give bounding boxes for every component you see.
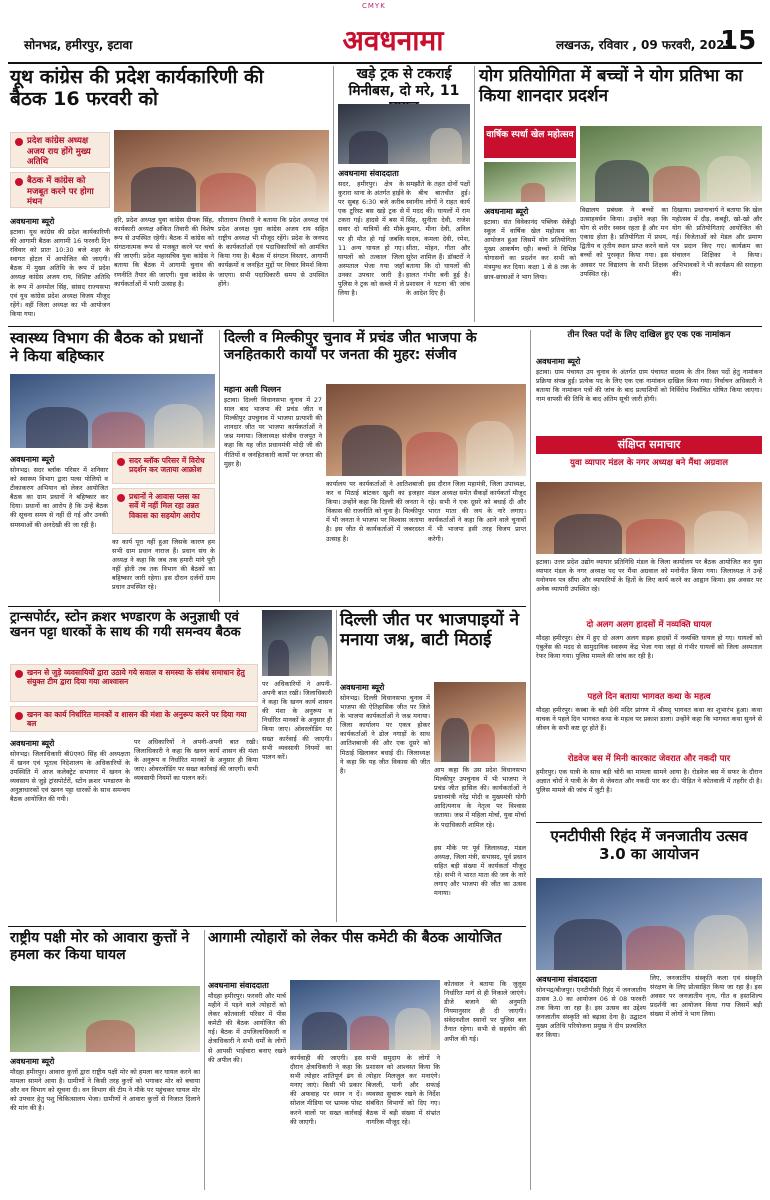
article-photo-peace-committee <box>290 980 440 1050</box>
byline: महाना अली पिल्लन <box>224 385 281 394</box>
edition-location: सोनभद्र, हमीरपुर, इटावा <box>24 38 133 52</box>
article-body: का कार्य पूरा नहीं हुआ जिसके कारण हम सभी ग्राम प्रधान नाराज हैं। प्रधान संघ के अध्यक्ष ने कहा कि जब तक हमारी मांगे पूरी नहीं होती तब तक विभाग की बैठकों का बहिष्कार जारी रहेगा। इस दौरान दर्जनों ग्राम प्रधान उपस्थित रहे। <box>112 538 215 592</box>
article-body: आप कहा कि उस प्रदेश विधानसभा मिल्कीपुर उपचुनाव में भी भाजपा ने प्रचंड जीत हासिल की। कार्यकर्ताओं ने प्रधानमंत्री नरेंद्र मोदी व मुख्यमंत्री योगी आदित्यनाथ के नेतृत्व पर विश्वास जताया। जश्न में महिला मोर्चा, युवा मोर्चा के पदाधिकारी शामिल रहे। <box>434 766 526 829</box>
masthead-rule <box>8 62 762 64</box>
article-headline-bjp-celebration: दिल्ली जीत पर भाजपाइयों ने मनाया जश्न, बाटी मिठाई <box>340 610 520 651</box>
column-rule <box>474 66 475 322</box>
article-headline-transporter-meeting: ट्रान्सपोर्टर, स्टोन क्रशर भण्डारण के अनुज्ञाधी एवं खनन पट्टा धारकों के साथ की गयी समन्वय बैठक <box>10 610 241 641</box>
article-photo-yoga <box>580 126 762 202</box>
article-body: विद्यालय प्रबंधक ने बच्चों का उत्साहवर्धन किया। उन्होंने कहा कि योग से शरीर स्वस्थ रहता है और मन एकाग्र होता है। प्रतियोगिता में प्रथम, द्वितीय व तृतीय स्थान प्राप्त करने वाले बच्चों को पुरस्कृत किया गया। इस अवसर पर विद्यालय के सभी शिक्षक उपस्थित रहे। <box>580 206 668 278</box>
byline: अवधनामा संवाददाता <box>208 981 269 990</box>
article-body: पर अधिकारियों ने अपनी-अपनी बात रखी। जिलाधिकारी ने कहा कि खनन कार्य शासन की मंशा के अनुरूप व निर्धारित मानकों के अनुसार ही किया जाए। ओवरलोडिंग पर सख्त कार्रवाई की जाएगी। सभी व्यवसायी नियमों का पालन करें। <box>262 680 332 761</box>
article-body: इटावा। ग्राम पंचायत उप चुनाव के अंतर्गत ग्राम पंचायत सदस्य के तीन रिक्त पदों हेतु नामांकन प्रक्रिया संपन्न हुई। प्रत्येक पद के लिए एक एक नामांकन दाखिल किया गया। निर्वाचन अधिकारी ने बताया कि नामांकन पत्रों की जांच के बाद प्रत्याशियों को निर्विरोध निर्वाचित घोषित किया जाएगा। नाम वापसी की तिथि के बाद अंतिम सूची जारी होगी। <box>536 368 762 404</box>
newspaper-logo: अवधनामा <box>342 24 444 57</box>
article-headline-youth-congress: यूथ कांग्रेस की प्रदेश कार्यकारिणी की बैठक 16 फरवरी को <box>10 66 264 111</box>
edition-date: लखनऊ, रविवार , 09 फरवरी, 2025 <box>556 38 733 52</box>
side-headline-nominations: तीन रिक्त पदों के लिए दाखिल हुए एक एक नामांकन <box>567 330 731 340</box>
article-body: इटावा। यूथ कांग्रेस की प्रदेश कार्यकारिणी की आगामी बैठक आगामी 16 फरवरी दिन रविवार को प्रातः 10:30 बजे शहर के स्वागत होटल में आयोजित की जाएगी। बैठक में मुख्य अतिथि के रूप में प्रदेश अध्यक्ष कांग्रेस अजय राय, विशिष्ट अतिथि के रूप में अनमोल सिंह, सांसद राज्यसभा एवं यूथ कांग्रेस प्रदेश अध्यक्ष विजय मौजूद रहेंगे। वहीं जिला अध्यक्ष का भी आयोजन किया गया। <box>10 228 110 318</box>
article-body: हमीरपुर। एक यात्री के साथ बड़ी चोरी का मामला सामने आया है। रोडवेज बस में सफर के दौरान अज्ञात चोरों ने यात्री के बैग से जेवरात और नकदी पार कर दी। पीड़ित ने कोतवाली में तहरीर दी है। पुलिस मामले की जांच में जुटी है। <box>536 768 762 795</box>
column-rule <box>204 930 205 1190</box>
article-body: पर अधिकारियों ने अपनी-अपनी बात रखी। जिलाधिकारी ने कहा कि खनन कार्य शासन की मंशा के अनुरूप व निर्धारित मानकों के अनुसार ही किया जाए। ओवरलोडिंग पर सख्त कार्रवाई की जाएगी। सभी व्यवसायी नियमों का पालन करें। <box>134 738 258 783</box>
article-body: मौदहा हमीरपुर। फरवरी और मार्च महीने में पड़ने वाले त्योहारों को लेकर कोतवाली परिसर में पीस कमेटी की बैठक आयोजित की गई। बैठक में उपजिलाधिकारी व क्षेत्राधिकारी ने सभी धर्मों के लोगों से आपसी भाईचारा बनाए रखने की अपील की। <box>208 992 286 1064</box>
article-body: सभी समुदाय के लोगों ने प्रशासन को आश्वस्त किया कि त्योहार मिलजुल कर मनाएंगे। बिजली, पानी और सफाई व्यवस्था सुचारू रखने के निर्देश संबंधित विभागों को दिए गए। बैठक में बड़ी संख्या में संभ्रांत नागरिक मौजूद रहे। <box>366 1054 440 1126</box>
article-headline-peace-committee: आगामी त्योहारों को लेकर पीस कमेटी की बैठक आयोजित <box>208 930 502 946</box>
article-body: सोनभद्र। सदर ब्लॉक परिसर में शनिवार को स्वास्थ्य विभाग द्वारा पल्स पोलियो व टीकाकरण अभियान को लेकर आयोजित बैठक का ग्राम प्रधानों ने बहिष्कार कर दिया। प्रधानों का आरोप है कि उन्हें बैठक की सूचना समय से नहीं दी गई और उनकी समस्याओं की अनदेखी की जा रही है। <box>10 466 108 529</box>
article-body: दिखाया। प्रधानाचार्य ने बताया कि खेल महोत्सव में दौड़, कबड्डी, खो-खो और योग की प्रतियोगिताएं आयोजित की गई। विजेताओं को मेडल और प्रमाण पत्र प्रदान किए गए। कार्यक्रम का संचालन शिक्षिका ने किया। अभिभावकों ने भी कार्यक्रम की सराहना की। <box>672 206 762 278</box>
article-body: सोनभद्र। दिल्ली विधानसभा चुनाव में भाजपा की ऐतिहासिक जीत पर जिले के भाजपा कार्यकर्ताओं ने जश्न मनाया। जिला कार्यालय पर एकत्र होकर कार्यकर्ताओं ने ढोल नगाड़ों के साथ आतिशबाजी की और एक दूसरे को मिठाई खिलाकर बधाई दी। जिलाध्यक्ष ने कहा कि यह जीत विकास की जीत है। <box>340 694 430 775</box>
byline: अवधनामा ब्यूरो <box>536 357 581 366</box>
byline: अवधनामा ब्यूरो <box>340 683 385 692</box>
side-headline-bus-theft: रोडवेज बस में मिनी कारकाट जेवरात और नकदी पार <box>567 754 731 764</box>
cmyk-marker: CMYK <box>362 2 386 10</box>
side-headline-ntpc-tribal-festival: एनटीपीसी रिहंद में जनजातीय उत्सव 3.0 का आयोजन <box>550 827 748 863</box>
byline: अवधनामा ब्यूरो <box>10 217 55 226</box>
article-photo-sweets-distribution <box>434 682 526 762</box>
byline: अवधनामा ब्यूरो <box>484 207 529 216</box>
article-body: इस मौके पर पूर्व जिलाध्यक्ष, मंडल अध्यक्ष, जिला मंत्री, सभासद, पूर्व प्रधान सहित बड़ी संख्या में कार्यकर्ता मौजूद रहे। सभी ने भारत माता की जय के नारे लगाए और भाजपा की जीत का उत्सव मनाया। <box>434 844 526 898</box>
article-body: मौदहा हमीरपुर। क्षेत्र में हुए दो अलग अलग सड़क हादसों में नव्यक्ति घायल हो गए। घायलों को एंबुलेंस की मदद से सामुदायिक स्वास्थ्य केंद्र भेजा गया जहां से गंभीर घायलों को जिला अस्पताल रेफर किया गया। पुलिस मामले की जांच कर रही है। <box>536 634 762 661</box>
highlight-bullet: बैठक में कांग्रेस को मजबूत करने पर होगा मंथन <box>10 172 110 208</box>
article-body: लिए, जनजातीय संस्कृति कला एवं संस्कृति संरक्षण के लिए प्रोत्साहित किया जा रहा है। इस अवसर पर जनजातीय नृत्य, गीत व हस्तशिल्प प्रदर्शनी का आयोजन किया गया जिसमें बड़ी संख्या में लोगों ने भाग लिया। <box>650 974 762 1019</box>
column-rule <box>336 610 337 922</box>
byline: अवधनामा ब्यूरो <box>10 1057 55 1066</box>
article-photo-accident <box>338 104 470 164</box>
brief-news-box-title: संक्षिप्त समाचार <box>536 436 762 454</box>
side-headline-accidents: दो अलग अलग हादसों में नव्यक्ति घायल <box>586 620 712 630</box>
article-body: कोतवाल ने बताया कि जुलूस निर्धारित मार्ग से ही निकाले जाएंगे। डीजे बजाने की अनुमति नियमानुसार ही दी जाएगी। संवेदनशील स्थानों पर पुलिस बल तैनात रहेगा। सभी से सहयोग की अपील की गई। <box>444 980 526 1043</box>
article-body: मौदहा हमीरपुर। आवारा कुत्तों द्वारा राष्ट्रीय पक्षी मोर को हमला कर घायल करने का मामला सामने आया है। ग्रामीणों ने किसी तरह कुत्तों को भगाकर मोर को बचाया और वन विभाग को सूचना दी। वन विभाग की टीम ने मौके पर पहुंचकर घायल मोर को उपचार हेतु पशु चिकित्सालय भेजा। ग्रामीणों ने आवारा कुत्तों से निजात दिलाने की मांग की है। <box>10 1068 200 1113</box>
article-body: इटावा। दिल्ली विधानसभा चुनाव में 27 साल बाद भाजपा की प्रचंड जीत व मिल्कीपुर उपचुनाव में भाजपा प्रत्याशी की शानदार जीत पर भाजपा कार्यकर्ताओं ने जश्न मनाया। जिलाध्यक्ष संजीव राजपूत ने कहा कि यह जीत प्रधानमंत्री मोदी जी की नीतियों व जनहितकारी कार्यों पर जनता की मुहर है। <box>224 396 322 468</box>
article-photo-pradhans <box>10 374 215 448</box>
highlight-bullet: प्रदेश कांग्रेस अध्यक्ष अजय राय होंगे मुख्य अतिथि <box>10 132 110 168</box>
article-photo-yoga-children <box>484 162 576 202</box>
article-body: सोनभद्र। जिलाधिकारी बी0एन0 सिंह की अध्यक्षता में खनन एवं भूतत्व निदेशालय के अधिकारियों के उपस्थिति में आज कलेक्ट्रेट सभागार में खनन के व्यवसाय से जुड़े ट्रांसपोर्टरों, स्टोन क्रशर भण्डारण के अनुज्ञाधारकों एवं खनन पट्टा धारकों के साथ समन्वय बैठक आयोजित की गयी। <box>10 750 130 804</box>
article-headline-yoga: योग प्रतियोगिता में बच्चों ने योग प्रतिभा का किया शानदार प्रदर्शन <box>479 66 743 107</box>
article-body: सीताराम तिवारी ने बताया कि प्रदेश अध्यक्ष एवं प्रदेश अध्यक्ष युवा कांग्रेस अजय राय सहित राष्ट्रीय अध्यक्ष भी मौजूद रहेंगे। प्रदेश के जनपद के कार्यकर्ताओं एवं पदाधिकारियों को आमंत्रित किया गया है। बैठक में संगठन विस्तार, आगामी कार्यक्रमों व जनहित मुद्दों पर विचार विमर्श किया जाएगा। सभी पदाधिकारी समय से उपस्थित होंगे। <box>218 216 328 288</box>
section-rule <box>8 606 526 607</box>
column-rule <box>333 66 334 322</box>
article-body: समझौते के तहत दोनों पक्षों के बीच बातचीत हुई। स्थानीय लोगों ने राहत कार्य में मदद की। घायलों में राम सिंह, सुनीता देवी, राजेश कुमार, मीना देवी, अनिल यादव, कमला देवी, रमेश, सीता, मोहन, गीता और सुरेश शामिल हैं। डॉक्टरों ने बताया कि दो घायलों की हालत गंभीर बनी हुई है। प्रशासन ने घटना की जांच के आदेश दिए हैं। <box>406 180 470 298</box>
article-body: कार्यालय पर कार्यकर्ताओं ने आतिशबाजी कर व मिठाई बांटकर खुशी का इजहार किया। उन्होंने कहा कि दिल्ली की जनता ने विकास की राजनीति को चुना है। मिल्कीपुर में भी जनता ने भाजपा पर विश्वास जताया है। इस जीत से कार्यकर्ताओं में जबरदस्त उत्साह है। <box>326 480 424 543</box>
article-photo-trade-board <box>536 482 762 554</box>
article-body: मौदहा हमीरपुर। कस्बा के बड़ी देवी मंदिर प्रांगण में श्रीमद् भागवत कथा का शुभारंभ हुआ। कथा वाचक ने पहले दिन भागवत कथा के महत्व पर प्रकाश डाला। उन्होंने कहा कि भागवत कथा सुनने से जीवन के सभी कष्ट दूर होते हैं। <box>536 706 762 733</box>
section-rule <box>8 326 762 327</box>
article-photo-meeting <box>114 130 329 212</box>
article-body: कार्यवाही की जाएगी। इस दौरान क्षेत्राधिकारी ने कहा कि सभी त्योहार शांतिपूर्ण ढंग से मनाए जाएं। किसी भी प्रकार की अफवाह पर ध्यान न दें। सोशल मीडिया पर भ्रामक पोस्ट करने वालों पर सख्त कार्रवाई की जाएगी। <box>290 1054 362 1126</box>
article-headline-boycott: स्वास्थ्य विभाग की बैठक को प्रधानों ने किया बहिष्कार <box>10 329 203 365</box>
article-body: हरि, प्रदेश अध्यक्ष युवा कांग्रेस दीपक सिंह, कार्यकारी अध्यक्ष अंकित तिवारी की विशेष रूप से उपस्थित रहेगी। बैठक में कांग्रेस को संगठनात्मक रूप से मजबूत करने पर चर्चा की जाएगी। प्रदेश महासचिव युवा कांग्रेस ने बताया कि बैठक में आगामी चुनाव की रणनीति तैयार की जाएगी। युवा कांग्रेस के कार्यकर्ताओं में भारी उत्साह है। <box>114 216 214 288</box>
highlight-bullet: सदर ब्लॉक परिसर में विरोध प्रदर्शन कर जताया आक्रोश <box>112 452 215 484</box>
article-headline-peacock: राष्ट्रीय पक्षी मोर को आवारा कुत्तों ने हमला कर किया घायल <box>10 930 190 963</box>
article-photo-peacock <box>10 986 200 1052</box>
section-rule <box>536 822 762 823</box>
highlight-bullet: खनन का कार्य निर्धारित मानकों व शासन की मंशा के अनुरूप करने पर दिया गया बल <box>10 706 258 732</box>
masthead <box>8 24 762 62</box>
article-body: इटावा। उत्तर प्रदेश उद्योग व्यापार प्रतिनिधि मंडल के जिला कार्यालय पर बैठक आयोजित कर युवा व्यापार मंडल के नगर अध्यक्ष पद पर मैंथा अग्रवाल को मनोनीत किया गया। जिलाध्यक्ष ने उन्हें मनोनयन पत्र सौंपा और व्यापारियों के हितों के लिए कार्य करने का आह्वान किया। इस अवसर पर अनेक व्यापारी उपस्थित रहे। <box>536 558 762 594</box>
byline: अवधनामा संवाददाता <box>536 975 597 984</box>
article-photo-bjp-celebration <box>326 384 526 476</box>
article-photo-collectorate-meeting <box>262 610 332 676</box>
article-headline-bus-accident: खड़े ट्रक से टकराई मिनीबस, दो मरे, 11 <box>348 66 460 99</box>
page-number: 15 <box>720 26 757 56</box>
article-photo-tribal-festival <box>536 878 762 970</box>
article-headline-delhi-victory: दिल्ली व मिल्कीपुर चुनाव में प्रचंड जीत भाजपा के जनहितकारी कार्यों पर जनता की मुहर: संजीव <box>224 330 477 363</box>
article-body: सदर, हमीरपुर। क्षेत्र के कुरारा थाना के अंतर्गत हाईवे पर सुबह 6:30 बजे करीब एक टूरिस्ट बस खड़े ट्रक से टकरा गई। हादसे में बस में सवार दो यात्रियों की मौके पर ही मौत हो गई जबकि 11 अन्य घायल हो गए। घायलों को तत्काल जिला अस्पताल भेजा गया जहाँ उनका उपचार जारी है। पुलिस ने ट्रक को कब्जे में ले लिया है। <box>338 180 404 298</box>
side-headline-trade-board: युवा व्यापार मंडल के नगर अध्यक्ष बने मैंथा अग्रवाल <box>570 458 728 468</box>
highlight-bullet: खनन से जुड़े व्यवसायियों द्वारा उठाये गये सवाल व समस्या के संबंध समाधान हेतु संयुक्त टीम द्वारा दिया गया आश्वासन <box>10 664 258 702</box>
byline: अवधनामा संवाददाता <box>338 169 399 178</box>
column-rule <box>219 330 220 602</box>
side-headline-bhagwat-katha: पहले दिन बताया भागवत कथा के महत्व <box>587 692 711 702</box>
article-body: इस दौरान जिला महामंत्री, जिला उपाध्यक्ष, मंडल अध्यक्ष समेत सैकड़ों कार्यकर्ता मौजूद रहे। सभी ने एक दूसरे को बधाई दी और भारत माता की जय के नारे लगाए। कार्यकर्ताओं ने कहा कि आने वाले चुनावों में भी भाजपा इसी तरह विजय प्राप्त करेगी। <box>428 480 526 543</box>
column-rule <box>530 330 531 1190</box>
section-rule <box>8 926 526 927</box>
highlight-bullet: प्रधानों ने आवास प्लस का सर्वे में नहीं मिल रहा उन्नत विकास का सहयोग आरोप <box>112 488 215 534</box>
article-body: सोनभद्र/बीजपुर। एनटीपीसी रिहंद में जनजातीय उत्सव 3.0 का आयोजन 06 से 08 फरवरी तक किया जा रहा है। इस उत्सव का उद्देश्य जनजातीय संस्कृति को बढ़ावा देना है। उद्घाटन मुख्य अतिथि परियोजना प्रमुख ने दीप प्रज्वलित कर किया। <box>536 986 646 1040</box>
byline: अवधनामा ब्यूरो <box>10 455 55 464</box>
article-body: इटावा। संत विवेकानंद पब्लिक सेकेंड्री स्कूल में वार्षिक खेल महोत्सव का आयोजन हुआ जिसमें योग प्रतियोगिता मुख्य आकर्षण रही। बच्चों ने विभिन्न योगासनों का प्रदर्शन कर सभी को मंत्रमुग्ध कर दिया। कक्षा 1 से 8 तक के छात्र-छात्राओं ने भाग लिया। <box>484 218 576 281</box>
byline: अवधनामा ब्यूरो <box>10 739 55 748</box>
event-banner: वार्षिक स्पर्धा खेल महोत्सव <box>484 126 576 158</box>
